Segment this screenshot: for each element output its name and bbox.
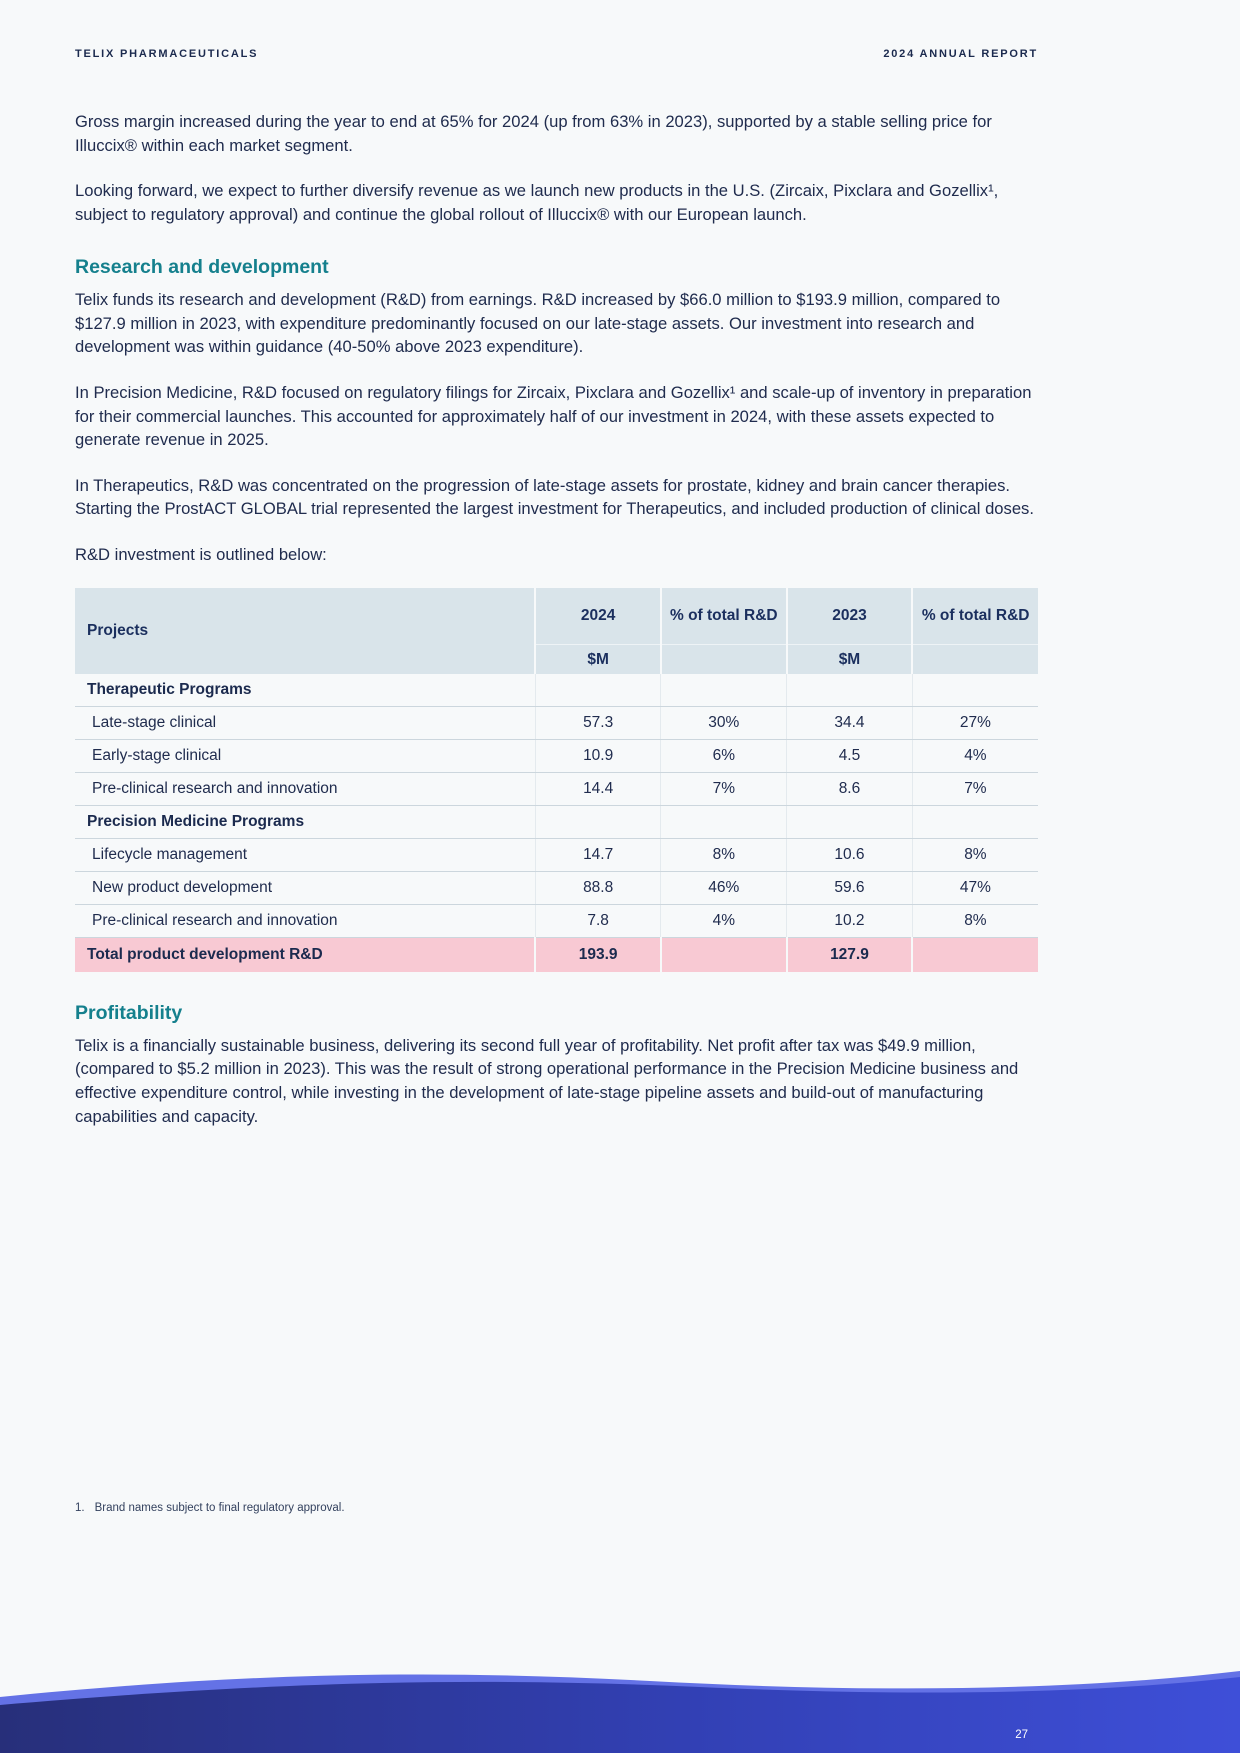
cell-pct-2023 — [912, 674, 1038, 707]
cell-pct-2024: 8% — [661, 839, 787, 872]
cell-pct-2024 — [661, 806, 787, 839]
cell-label: New product development — [75, 872, 535, 905]
report-header — [75, 48, 1038, 60]
cell-2023: 127.9 — [787, 938, 913, 972]
table-header — [75, 588, 1038, 674]
footnote-text: Brand names subject to final regulatory approval. — [94, 1502, 345, 1514]
heading-research-development: Research and development — [75, 256, 329, 279]
footer-wave-graphic — [0, 1661, 1240, 1753]
cell-label: Therapeutic Programs — [75, 674, 535, 707]
paragraph-looking-forward: Looking forward, we expect to further diversify revenue as we launch new products in the U.S. (Zircaix, Pixclara and Gozellix¹, subject to regulatory approval) and continue the global rollout of Illuccix® with our European launch. — [75, 181, 999, 224]
cell-pct-2024: 6% — [661, 740, 787, 773]
heading-profitability: Profitability — [75, 1001, 183, 1024]
paragraph-rnd-funding: Telix funds its research and development (R&D) from earnings. R&D increased by $66.0 million to $193.9 million, compared to $127.9 million in 2023, with expenditure predominantly focused on our late-stage assets. Our investment into research and development was within guidance (40-50% above 2023 expenditure). — [75, 290, 1001, 357]
cell-2023: 4.5 — [787, 740, 913, 773]
cell-2024: 14.7 — [535, 839, 661, 872]
paragraph-precision-medicine: In Precision Medicine, R&D focused on regulatory filings for Zircaix, Pixclara and Gozellix¹ and scale-up of inventory in preparation for their commercial launches. This accounted for approximately half of our investment in 2024, with these assets expected to generate revenue in 2025. — [75, 382, 1032, 450]
cell-2024: 193.9 — [535, 938, 661, 972]
cell-pct-2023: 27% — [912, 707, 1038, 740]
cell-2023: 59.6 — [787, 872, 913, 905]
cell-label: Precision Medicine Programs — [75, 806, 535, 839]
cell-pct-2023 — [912, 806, 1038, 839]
table-body — [75, 674, 1038, 972]
cell-2023: 10.6 — [787, 839, 913, 872]
table-row-preclinical-precision — [75, 905, 1038, 938]
cell-2024 — [535, 806, 661, 839]
cell-2024: 10.9 — [535, 740, 661, 773]
table-row-precision-medicine-programs — [75, 806, 1038, 839]
cell-pct-2024 — [661, 938, 787, 972]
paragraph-table-intro: R&D investment is outlined below: — [75, 544, 327, 564]
column-header-pct-2024: % of total R&D — [661, 588, 787, 644]
footnote-number: 1. — [75, 1502, 85, 1514]
table-row-total — [75, 938, 1038, 972]
report-title: 2024 ANNUAL REPORT — [883, 48, 1038, 60]
table-row-therapeutic-programs — [75, 674, 1038, 707]
unit-header-blank-1 — [661, 644, 787, 674]
cell-pct-2024: 30% — [661, 707, 787, 740]
cell-2023: 8.6 — [787, 773, 913, 806]
cell-label: Total product development R&D — [75, 938, 535, 972]
cell-2023: 10.2 — [787, 905, 913, 938]
cell-label: Late-stage clinical — [75, 707, 535, 740]
page-number: 27 — [1015, 1729, 1028, 1741]
cell-pct-2023: 4% — [912, 740, 1038, 773]
cell-pct-2023: 47% — [912, 872, 1038, 905]
cell-pct-2023: 8% — [912, 905, 1038, 938]
paragraph-gross-margin: Gross margin increased during the year to end at 65% for 2024 (up from 63% in 2023), supported by a stable selling price for Illuccix® within each market segment. — [75, 112, 992, 155]
column-header-pct-2023: % of total R&D — [912, 588, 1038, 644]
cell-2023 — [787, 674, 913, 707]
table-row-preclinical-therapeutic — [75, 773, 1038, 806]
cell-2023 — [787, 806, 913, 839]
table-row-early-stage-clinical — [75, 740, 1038, 773]
cell-pct-2023: 8% — [912, 839, 1038, 872]
cell-pct-2024: 4% — [661, 905, 787, 938]
brand-name: TELIX PHARMACEUTICALS — [75, 48, 259, 60]
table-row-new-product-development — [75, 872, 1038, 905]
paragraph-profitability: Telix is a financially sustainable business, delivering its second full year of profitability. Net profit after tax was $49.9 million, (compared to $5.2 million in 2023). This was the result of strong operational performance in the Precision Medicine business and effective expenditure control, while investing in the development of late-stage pipeline assets and build-out of manufacturing capabilities and capacity. — [75, 1035, 1019, 1126]
cell-2024: 7.8 — [535, 905, 661, 938]
cell-2023: 34.4 — [787, 707, 913, 740]
column-header-2024: 2024 — [535, 588, 661, 644]
column-header-2023: 2023 — [787, 588, 913, 644]
cell-pct-2023: 7% — [912, 773, 1038, 806]
table-row-lifecycle-management — [75, 839, 1038, 872]
unit-header-2023: $M — [787, 644, 913, 674]
rnd-investment-table — [75, 588, 1038, 972]
cell-label: Pre-clinical research and innovation — [75, 905, 535, 938]
cell-2024: 57.3 — [535, 707, 661, 740]
footnote — [75, 1502, 345, 1514]
cell-label: Lifecycle management — [75, 839, 535, 872]
paragraph-therapeutics: In Therapeutics, R&D was concentrated on the progression of late-stage assets for prostate, kidney and brain cancer therapies. Starting the ProstACT GLOBAL trial represented the largest investment for Therapeutics, and included production of clinical doses. — [75, 475, 1034, 519]
page-content — [75, 48, 1038, 1150]
cell-pct-2024 — [661, 674, 787, 707]
unit-header-2024: $M — [535, 644, 661, 674]
cell-2024: 88.8 — [535, 872, 661, 905]
cell-pct-2023 — [912, 938, 1038, 972]
cell-label: Pre-clinical research and innovation — [75, 773, 535, 806]
cell-pct-2024: 46% — [661, 872, 787, 905]
cell-label: Early-stage clinical — [75, 740, 535, 773]
unit-header-blank-2 — [912, 644, 1038, 674]
cell-2024 — [535, 674, 661, 707]
cell-2024: 14.4 — [535, 773, 661, 806]
table-row-late-stage-clinical — [75, 707, 1038, 740]
cell-pct-2024: 7% — [661, 773, 787, 806]
column-header-projects: Projects — [75, 588, 535, 674]
